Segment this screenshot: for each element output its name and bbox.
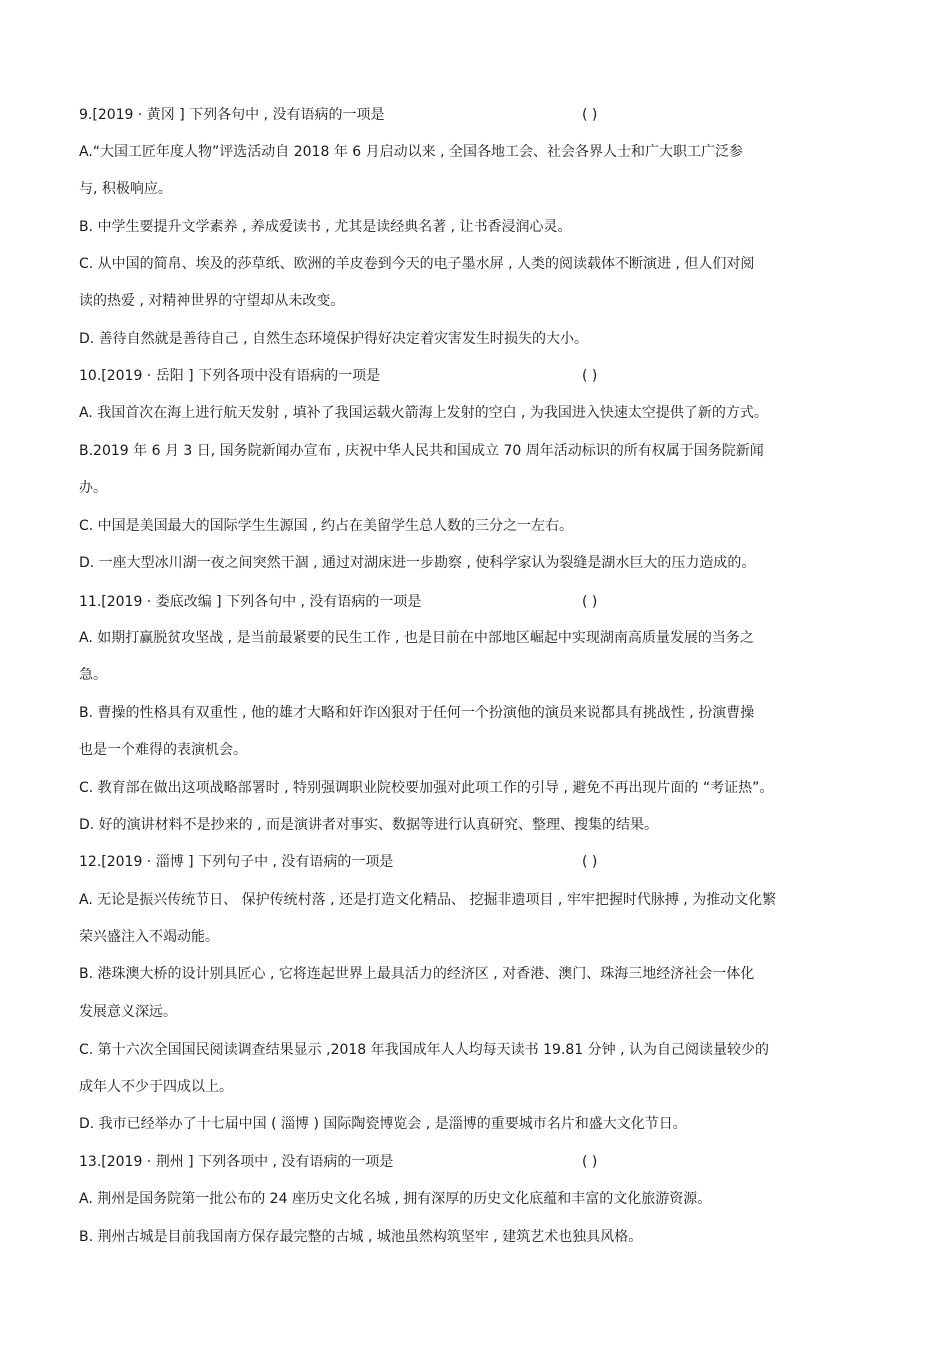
option-b: B. 荆州古城是目前我国南方保存最完整的古城 , 城池虽然构筑坚牢 , 建筑艺术也独具风格。 (79, 1229, 643, 1245)
option-b-line-1: B. 曹操的性格具有双重性 , 他的雄才大略和奸诈凶狠对于任何一个扮演他的演员来说都具有挑战性 , 扮演曹操 (79, 705, 755, 721)
option-c-line-2: 成年人不少于四成以上。 (79, 1079, 233, 1095)
option-b-line-2: 发展意义深远。 (79, 1004, 177, 1020)
option-d: D. 善待自然就是善待自己 , 自然生态环境保护得好决定着灾害发生时损失的大小。 (79, 331, 589, 347)
answer-parentheses: ( ) (582, 107, 598, 123)
option-c-line-2: 读的热爱 , 对精神世界的守望却从未改变。 (79, 293, 345, 309)
option-c-line-1: C. 第十六次全国国民阅读调查结果显示 ,2018 年我国成年人人均每天读书 19.81 分钟 , 认为自己阅读量较少的 (79, 1042, 769, 1058)
option-a-line-1: A. 无论是振兴传统节日、 保护传统村落 , 还是打造文化精品、 挖掘非遗项目 , 牢牢把握时代脉搏 , 为推动文化繁 (79, 892, 777, 908)
option-a-line-2: 与, 积极响应。 (79, 181, 172, 197)
option-a: A. 荆州是国务院第一批公布的 24 座历史文化名城 , 拥有深厚的历史文化底蕴和丰富的文化旅游资源。 (79, 1191, 712, 1207)
answer-parentheses: ( ) (582, 854, 598, 870)
option-a: A. 我国首次在海上进行航天发射 , 填补了我国运载火箭海上发射的空白 , 为我国进入快速太空提供了新的方式。 (79, 405, 768, 421)
option-b-line-2: 办。 (79, 480, 107, 496)
option-d: D. 一座大型冰川湖一夜之间突然干涸 , 通过对湖床进一步勘察 , 使科学家认为裂缝是湖水巨大的压力造成的。 (79, 555, 756, 571)
answer-parentheses: ( ) (582, 368, 598, 384)
question-header: 9.[2019 · 黄冈 ] 下列各句中 , 没有语病的一项是 (79, 107, 385, 123)
question-header: 10.[2019 · 岳阳 ] 下列各项中没有语病的一项是 (79, 368, 381, 384)
option-a-line-2: 荣兴盛注入不竭动能。 (79, 929, 219, 945)
option-a-line-1: A. 如期打赢脱贫攻坚战 , 是当前最紧要的民生工作 , 也是目前在中部地区崛起中实现湖南高质量发展的当务之 (79, 630, 754, 646)
option-b-line-2: 也是一个难得的表演机会。 (79, 742, 247, 758)
option-c: C. 教育部在做出这项战略部署时 , 特别强调职业院校要加强对此项工作的引导 , 避免不再出现片面的 “考证热”。 (79, 780, 774, 796)
answer-parentheses: ( ) (582, 594, 598, 610)
option-b-line-1: B.2019 年 6 月 3 日, 国务院新闻办宣布 , 庆祝中华人民共和国成立 70 周年活动标识的所有权属于国务院新闻 (79, 443, 764, 459)
option-b-line-1: B. 港珠澳大桥的设计别具匠心 , 它将连起世界上最具活力的经济区 , 对香港、澳门、珠海三地经济社会一体化 (79, 966, 755, 982)
option-c: C. 中国是美国最大的国际学生生源国 , 约占在美留学生总人数的三分之一左右。 (79, 518, 574, 534)
option-a-line-1: A.“大国工匠年度人物”评选活动自 2018 年 6 月启动以来 , 全国各地工会、社会各界人士和广大职工广泛参 (79, 144, 743, 160)
question-header: 12.[2019 · 淄博 ] 下列句子中 , 没有语病的一项是 (79, 854, 394, 870)
option-d: D. 好的演讲材料不是抄来的 , 而是演讲者对事实、数据等进行认真研究、整理、搜集的结果。 (79, 817, 659, 833)
option-a-line-2: 急。 (79, 667, 107, 683)
option-b: B. 中学生要提升文学素养 , 养成爱读书 , 尤其是读经典名著 , 让书香浸润心灵。 (79, 219, 572, 235)
option-c-line-1: C. 从中国的简帛、埃及的莎草纸、欧洲的羊皮卷到今天的电子墨水屏 , 人类的阅读载体不断演进 , 但人们对阅 (79, 256, 755, 272)
option-d: D. 我市已经举办了十七届中国 ( 淄博 ) 国际陶瓷博览会 , 是淄博的重要城市名片和盛大文化节日。 (79, 1116, 687, 1132)
answer-parentheses: ( ) (582, 1154, 598, 1170)
question-header: 11.[2019 · 娄底改编 ] 下列各句中 , 没有语病的一项是 (79, 594, 422, 610)
question-header: 13.[2019 · 荆州 ] 下列各项中 , 没有语病的一项是 (79, 1154, 394, 1170)
